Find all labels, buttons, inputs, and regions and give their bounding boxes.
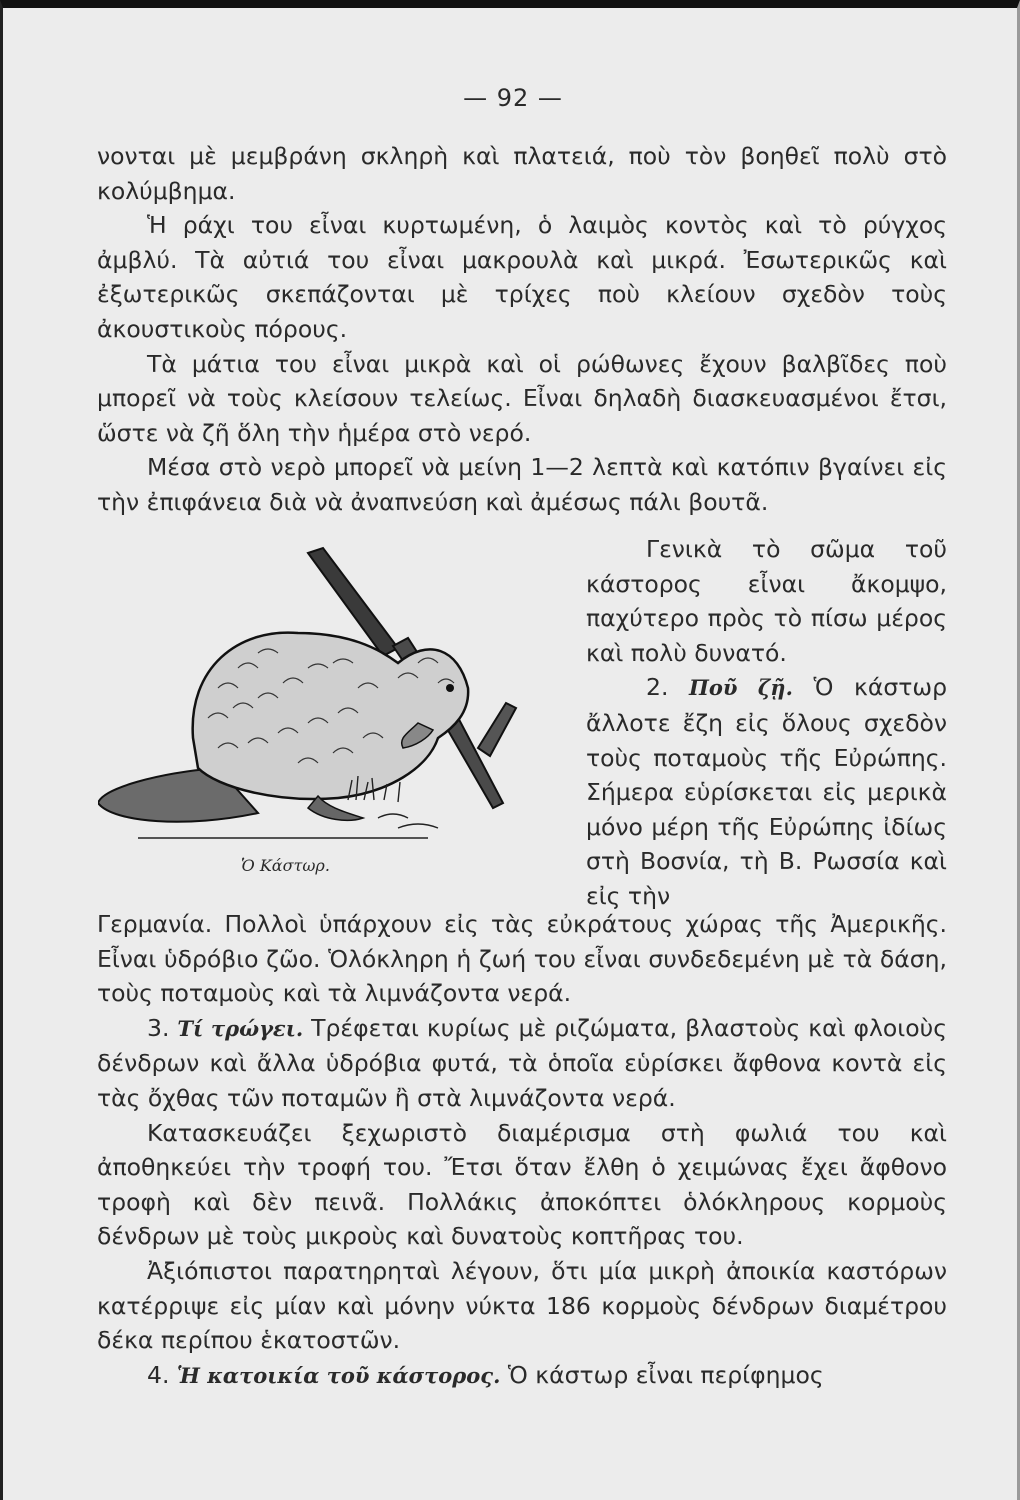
paragraph-continuation: νονται μὲ μεμβράνη σκληρὴ καὶ πλατειά, ποὺ τὸν βοηθεῖ πολὺ στὸ κολύμβημα. xyxy=(97,142,947,205)
paragraph-observers: Ἀξιόπιστοι παρατηρηταὶ λέγουν, ὅτι μία μικρὴ ἀποικία καστόρων κατέρριψε εἰς μίαν καὶ μόνην νύκτα 186 κορμοὺς δένδρων διαμέτρου δέκα περίπου ἑκατοστῶν. xyxy=(97,1256,947,1355)
paragraph-food-storage: Κατασκευάζει ξεχωριστὸ διαμέρισμα στὴ φωλιά του καὶ ἀποθηκεύει τὴν τροφή του. Ἔτσι ὅταν ἔλθη ὁ χειμώνας ἔχει ἄφθονο τροφὴ καὶ δὲν πεινᾶ. Πολλάκις ἀποκόπτει ὁλόκληρους κορμοὺς δένδρων μὲ τοὺς μικροὺς καὶ δυνατοὺς κοπτῆρας του. xyxy=(97,1118,947,1251)
section-2-text: Ὁ κάστωρ ἄλλοτε ἔζη εἰς ὅλους σχεδὸν τοὺς ποταμοὺς τῆς Εὐρώπης. Σήμερα εὑρίσκεται εἰς μερικὰ μόνο μέρη τῆς Εὐρώπης ἰδίως στὴ Βοσνία, τὴ Β. Ρωσσία καὶ εἰς τὴν xyxy=(586,673,947,910)
paragraph-eyes-nostrils: Τὰ μάτια του εἶναι μικρὰ καὶ οἱ ρώθωνες ἔχουν βαλβῖδες ποὺ μπορεῖ νὰ τοὺς κλείσουν τελείως. Εἶναι δηλαδὴ διασκευασμένοι ἔτσι, ὥστε νὰ ζῆ ὅλη τὴν ἡμέρα στὸ νερό. xyxy=(97,349,947,447)
figure-caption: Ὁ Κάστωρ. xyxy=(241,856,330,875)
section-4-number: 4. xyxy=(147,1360,170,1389)
beaver-illustration xyxy=(98,538,538,883)
section-3-text: Τρέφεται κυρίως μὲ ριζώματα, βλαστοὺς καὶ φλοιοὺς δένδρων καὶ ἄλλα ὑδρόβια φυτά, τὰ ὁποῖα εὑρίσκει ἄφθονα κοντὰ εἰς τὰς ὄχθας τῶν ποταμῶν ἢ στὰ λιμνάζοντα νερά. xyxy=(97,1013,947,1112)
paragraph-diving: Μέσα στὸ νερὸ μπορεῖ νὰ μείνη 1—2 λεπτὰ καὶ κατόπιν βγαίνει εἰς τὴν ἐπιφάνεια διὰ νὰ ἀναπνεύση καὶ ἀμέσως πάλι βουτᾶ. xyxy=(97,453,947,516)
paragraph-body-shape: Γενικὰ τὸ σῶμα τοῦ κάστορος εἶναι ἄκομψο, παχύτερο πρὸς τὸ πίσω μέρος καὶ πολὺ δυνατό. xyxy=(586,535,947,667)
section-3-heading: Τί τρώγει. xyxy=(177,1015,304,1041)
section-3-paragraph xyxy=(97,1011,947,1116)
paragraph-back-neck: Ἡ ράχι του εἶναι κυρτωμένη, ὁ λαιμὸς κοντὸς καὶ τὸ ρύγχος ἀμβλύ. Τὰ αὐτιά του εἶναι μακρουλὰ καὶ μικρά. Ἐσωτερικῶς καὶ ἐξωτερικῶς σκεπάζονται μὲ τρίχες ποὺ κλείουν σχεδὸν τοὺς ἀκουστικοὺς πόρους. xyxy=(97,211,947,343)
section-4-heading: Ἡ κατοικία τοῦ κάστορος. xyxy=(176,1362,501,1388)
beaver-drawing xyxy=(98,538,538,858)
section-3-number: 3. xyxy=(147,1013,170,1042)
section-2-heading: Ποῦ ζῇ. xyxy=(689,675,793,701)
section-4-text: Ὁ κάστωρ εἶναι περίφημος xyxy=(507,1360,824,1389)
page-number: — 92 — xyxy=(463,84,563,112)
section-2-number: 2. xyxy=(646,673,669,702)
side-text-block xyxy=(586,532,947,914)
bottom-text-block xyxy=(97,907,947,1393)
section-4-paragraph xyxy=(97,1358,947,1394)
paragraph-habitat-continuation: Γερμανία. Πολλοὶ ὑπάρχουν εἰς τὰς εὐκράτους χώρας τῆς Ἀμερικῆς. Εἶναι ὑδρόβιο ζῶο. Ὁλόκληρη ἡ ζωή του εἶναι συνδεδεμένη μὲ τὰ δάση, τοὺς ποταμοὺς καὶ τὰ λιμνάζοντα νερά. xyxy=(97,910,947,1008)
top-text-block xyxy=(97,139,947,520)
section-2-paragraph xyxy=(586,670,947,913)
